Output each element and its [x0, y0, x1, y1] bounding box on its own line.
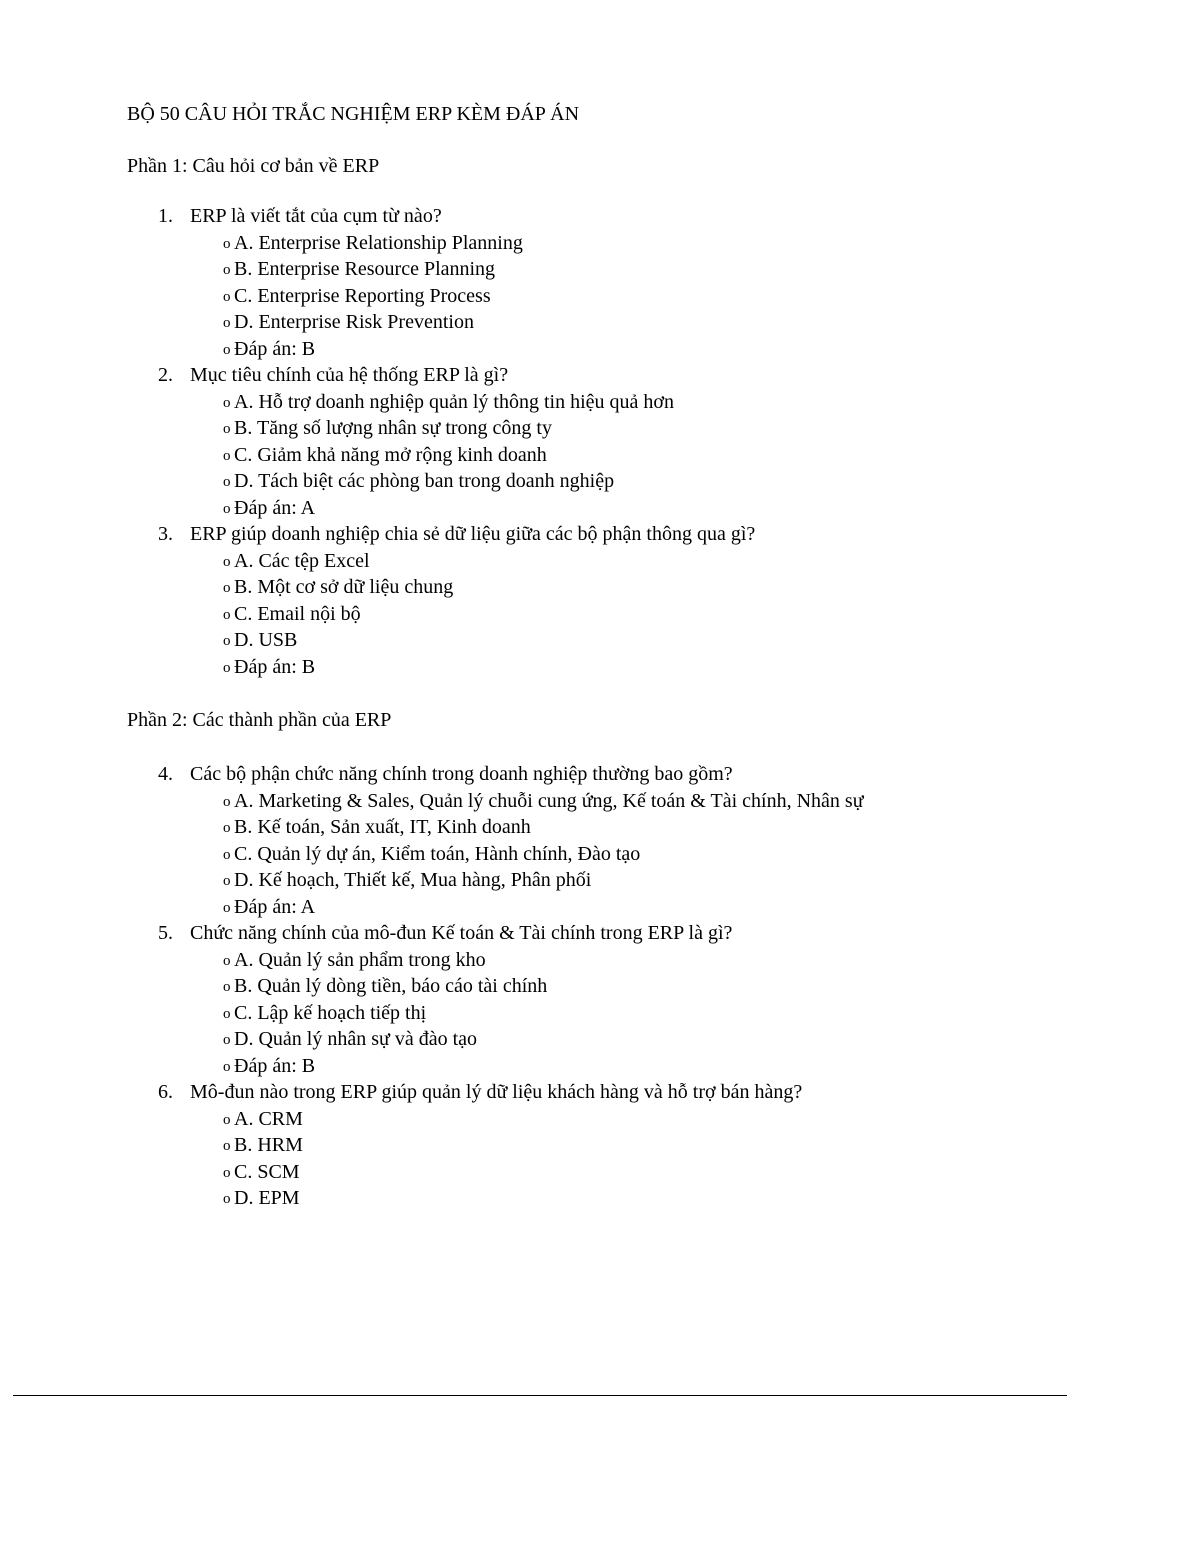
answer-line: [0, 495, 1200, 522]
option-text: C. Lập kế hoạch tiếp thị: [234, 1001, 427, 1024]
question-number: 4.: [158, 763, 173, 785]
question-number: 6.: [158, 1081, 173, 1103]
bullet-icon: o: [223, 1032, 231, 1048]
bullet-icon: o: [223, 474, 231, 490]
question-2: [0, 362, 1200, 521]
bullet-icon: o: [223, 235, 231, 252]
bullet-icon: o: [223, 553, 231, 570]
option-b: [0, 256, 1200, 283]
option-text: A. Marketing & Sales, Quản lý chuỗi cung ứng, Kế toán & Tài chính, Nhân sự: [234, 789, 864, 812]
answer-text: Đáp án: A: [234, 496, 316, 519]
question-text: Mô-đun nào trong ERP giúp quản lý dữ liệu khách hàng và hỗ trợ bán hàng?: [190, 1081, 803, 1103]
bullet-icon: o: [223, 394, 231, 411]
option-text: A. Hỗ trợ doanh nghiệp quản lý thông tin hiệu quả hơn: [234, 390, 674, 413]
option-d: [0, 867, 1200, 894]
question-list-part-1: [0, 203, 1200, 680]
bullet-icon: o: [223, 580, 231, 596]
option-b: [0, 574, 1200, 601]
option-c: [0, 283, 1200, 310]
question-text: ERP là viết tắt của cụm từ nào?: [190, 205, 442, 227]
option-text: D. EPM: [234, 1187, 300, 1209]
question-5: [0, 920, 1200, 1079]
question-number: 1.: [158, 205, 173, 227]
section-heading-1: Phần 1: Câu hỏi cơ bản về ERP: [127, 155, 380, 177]
option-d: [0, 1026, 1200, 1053]
question-line: [0, 203, 1200, 230]
option-d: [0, 309, 1200, 336]
option-list: [0, 1106, 1200, 1212]
bullet-icon: o: [223, 315, 231, 331]
option-list: [0, 548, 1200, 681]
option-text: C. Giảm khả năng mở rộng kinh doanh: [234, 443, 547, 466]
question-text: Chức năng chính của mô-đun Kế toán & Tài chính trong ERP là gì?: [190, 922, 733, 944]
question-number: 3.: [158, 523, 173, 545]
option-d: [0, 468, 1200, 495]
option-b: [0, 1132, 1200, 1159]
bullet-icon: o: [223, 500, 231, 517]
bullet-icon: o: [223, 447, 231, 464]
answer-line: [0, 894, 1200, 921]
answer-text: Đáp án: A: [234, 895, 316, 918]
option-list: [0, 230, 1200, 363]
option-text: A. CRM: [234, 1107, 303, 1130]
option-a: [0, 1106, 1200, 1133]
bullet-icon: o: [223, 341, 231, 358]
answer-text: Đáp án: B: [234, 337, 316, 360]
option-c: [0, 1000, 1200, 1027]
bullet-icon: o: [223, 421, 231, 437]
bullet-icon: o: [223, 1111, 231, 1128]
bullet-icon: o: [223, 899, 231, 916]
option-a: [0, 788, 1200, 815]
bullet-icon: o: [223, 820, 231, 836]
bullet-icon: o: [223, 793, 231, 810]
option-text: C. Quản lý dự án, Kiểm toán, Hành chính, Đào tạo: [234, 842, 641, 865]
bullet-icon: o: [223, 1191, 231, 1207]
bullet-icon: o: [223, 633, 231, 649]
bullet-icon: o: [223, 606, 231, 623]
question-line: [0, 761, 1200, 788]
option-text: B. Kế toán, Sản xuất, IT, Kinh doanh: [234, 816, 531, 838]
option-text: B. Một cơ sở dữ liệu chung: [234, 576, 454, 598]
question-text: ERP giúp doanh nghiệp chia sẻ dữ liệu giữa các bộ phận thông qua gì?: [190, 523, 756, 545]
option-text: B. HRM: [234, 1134, 303, 1156]
option-text: C. SCM: [234, 1160, 300, 1183]
option-b: [0, 415, 1200, 442]
option-text: D. Quản lý nhân sự và đào tạo: [234, 1028, 478, 1050]
option-a: [0, 548, 1200, 575]
option-b: [0, 973, 1200, 1000]
option-text: B. Quản lý dòng tiền, báo cáo tài chính: [234, 975, 548, 997]
bullet-icon: o: [223, 288, 231, 305]
footer-divider: [13, 1395, 1067, 1396]
question-number: 5.: [158, 922, 173, 944]
question-line: [0, 920, 1200, 947]
option-text: C. Enterprise Reporting Process: [234, 284, 491, 307]
section-heading-2: Phần 2: Các thành phần của ERP: [127, 709, 392, 731]
answer-line: [0, 336, 1200, 363]
option-text: C. Email nội bộ: [234, 602, 361, 625]
answer-text: Đáp án: B: [234, 1054, 316, 1077]
question-3: [0, 521, 1200, 680]
option-list: [0, 947, 1200, 1080]
answer-text: Đáp án: B: [234, 655, 316, 678]
option-text: B. Enterprise Resource Planning: [234, 258, 496, 280]
bullet-icon: o: [223, 846, 231, 863]
bullet-icon: o: [223, 952, 231, 969]
document-title: BỘ 50 CÂU HỎI TRẮC NGHIỆM ERP KÈM ĐÁP ÁN: [127, 103, 580, 125]
option-c: [0, 841, 1200, 868]
question-number: 2.: [158, 364, 173, 386]
bullet-icon: o: [223, 1138, 231, 1154]
option-c: [0, 442, 1200, 469]
question-text: Các bộ phận chức năng chính trong doanh nghiệp thường bao gồm?: [190, 763, 733, 785]
option-text: A. Các tệp Excel: [234, 549, 370, 572]
bullet-icon: o: [223, 1164, 231, 1181]
question-1: [0, 203, 1200, 362]
option-text: A. Quản lý sản phẩm trong kho: [234, 948, 486, 971]
bullet-icon: o: [223, 979, 231, 995]
option-c: [0, 1159, 1200, 1186]
question-4: [0, 761, 1200, 920]
answer-line: [0, 1053, 1200, 1080]
question-list-part-2: [0, 761, 1200, 1212]
option-d: [0, 1185, 1200, 1212]
option-d: [0, 627, 1200, 654]
answer-line: [0, 654, 1200, 681]
option-text: A. Enterprise Relationship Planning: [234, 231, 523, 254]
option-a: [0, 230, 1200, 257]
option-text: D. Tách biệt các phòng ban trong doanh nghiệp: [234, 470, 615, 492]
bullet-icon: o: [223, 1005, 231, 1022]
option-a: [0, 389, 1200, 416]
question-line: [0, 362, 1200, 389]
option-list: [0, 788, 1200, 921]
option-text: D. Kế hoạch, Thiết kế, Mua hàng, Phân phối: [234, 869, 592, 891]
bullet-icon: o: [223, 659, 231, 676]
option-text: B. Tăng số lượng nhân sự trong công ty: [234, 417, 552, 439]
option-c: [0, 601, 1200, 628]
option-b: [0, 814, 1200, 841]
option-a: [0, 947, 1200, 974]
question-text: Mục tiêu chính của hệ thống ERP là gì?: [190, 364, 509, 386]
bullet-icon: o: [223, 873, 231, 889]
bullet-icon: o: [223, 262, 231, 278]
option-text: D. USB: [234, 629, 298, 651]
question-line: [0, 1079, 1200, 1106]
option-text: D. Enterprise Risk Prevention: [234, 311, 474, 333]
bullet-icon: o: [223, 1058, 231, 1075]
question-6: [0, 1079, 1200, 1212]
question-line: [0, 521, 1200, 548]
option-list: [0, 389, 1200, 522]
